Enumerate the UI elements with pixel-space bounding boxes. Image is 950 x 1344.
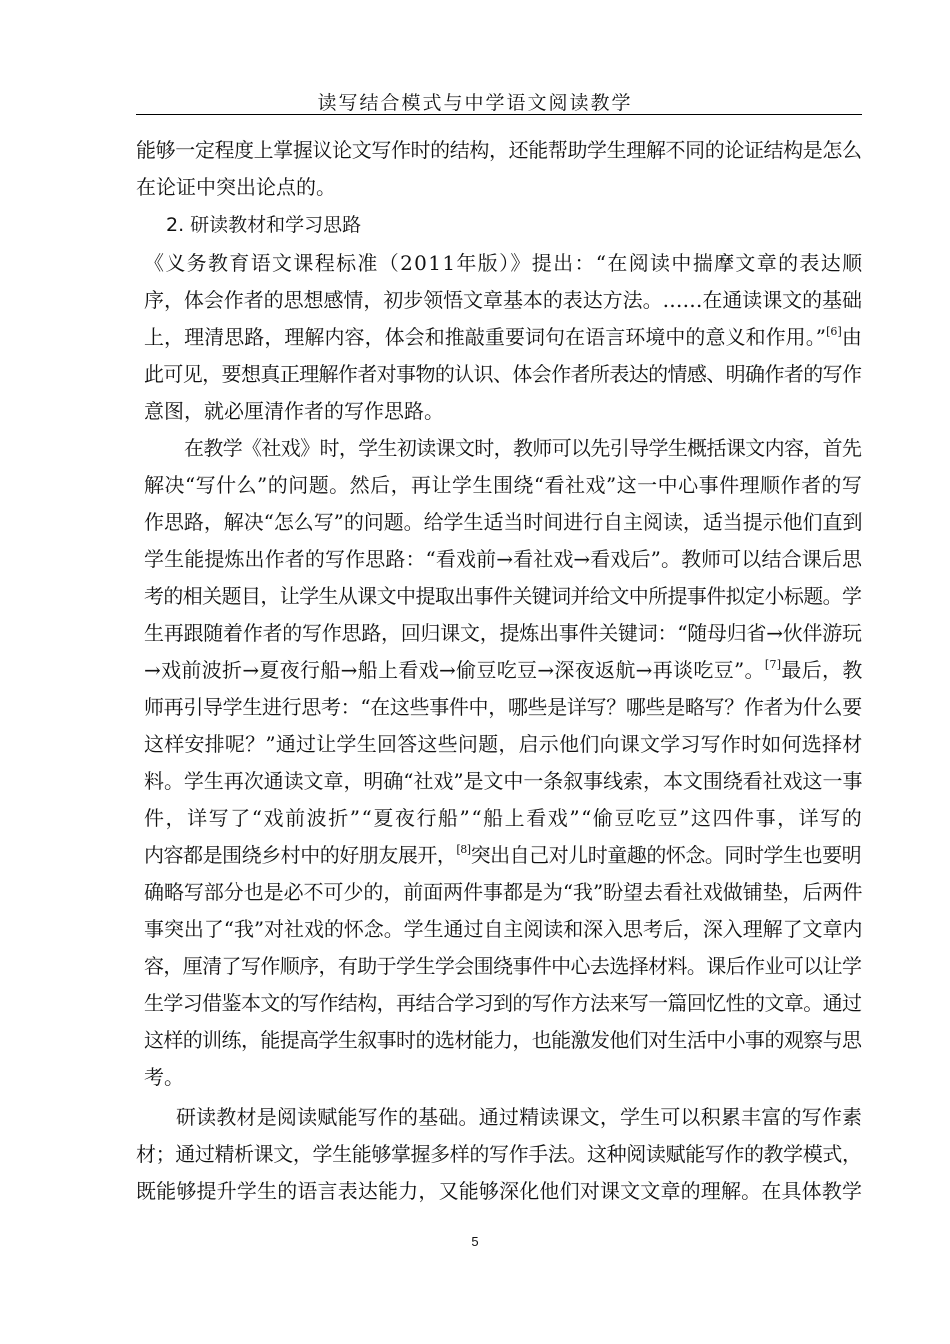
text-line: 这样安排呢？”通过让学生回答这些问题，启示他们向课文学习写作时如何选择材 (144, 732, 863, 756)
section-heading: 2. 研读教材和学习思路 (166, 214, 362, 236)
text-line: 师再引导学生进行思考：“在这些事件中，哪些是详写？哪些是略写？作者为什么要 (144, 695, 862, 719)
text-line: 考。 (144, 1065, 184, 1089)
citation-7: [7] (764, 658, 782, 671)
text-line: 解决“写什么”的问题。然后，再让学生围绕“看社戏”这一中心事件理顺作者的写 (144, 473, 863, 497)
text-line: →戏前波折→夏夜行船→船上看戏→偷豆吃豆→深夜返航→再谈吃豆”。[7]最后，教 (144, 658, 863, 682)
text-line: 确略写部分也是必不可少的，前面两件事都是为“我”盼望去看社戏做铺垫，后两件 (144, 880, 863, 904)
text-line: 上，理清思路，理解内容，体会和推敲重要词句在语言环境中的意义和作用。”[6]由 (144, 325, 862, 349)
citation-8: [8] (456, 843, 471, 856)
text-line: 件，详写了“戏前波折”“夏夜行船”“船上看戏”“偷豆吃豆”这四件事，详写的 (144, 806, 864, 830)
text-line: 学生能提炼出作者的写作思路：“看戏前→看社戏→看戏后”。教师可以结合课后思 (144, 547, 863, 571)
text-line: 生再跟随着作者的写作思路，回归课文，提炼出事件关键词：“随母归省→伙伴游玩 (144, 621, 862, 645)
text-line: 既能够提升学生的语言表达能力，又能够深化他们对课文文章的理解。在具体教学 (136, 1179, 863, 1203)
text-line: 在教学《社戏》时，学生初读课文时，教师可以先引导学生概括课文内容，首先 (184, 436, 862, 460)
text-line: 内容都是围绕乡村中的好朋友展开，[8]突出自己对儿时童趣的怀念。同时学生也要明 (144, 843, 862, 867)
text-line: 研读教材是阅读赋能写作的基础。通过精读课文，学生可以积累丰富的写作素 (176, 1105, 863, 1129)
text-line: 序，体会作者的思想感情，初步领悟文章基本的表达方法。……在通读课文的基础 (144, 288, 862, 312)
running-header-title: 读写结合模式与中学语文阅读教学 (317, 92, 633, 114)
text-line: 考的相关题目，让学生从课文中提取出事件关键词并给文中所提事件拟定小标题。学 (144, 584, 862, 608)
text-line: 此可见，要想真正理解作者对事物的认识、体会作者所表达的情感、明确作者的写作 (144, 362, 862, 386)
text-line: 生学习借鉴本文的写作结构，再结合学习到的写作方法来写一篇回忆性的文章。通过 (144, 991, 862, 1015)
text-line: 这样的训练，能提高学生叙事时的选材能力，也能激发他们对生活中小事的观察与思 (144, 1028, 862, 1052)
text-line: 事突出了“我”对社戏的怀念。学生通过自主阅读和深入思考后，深入理解了文章内 (144, 917, 863, 941)
text-line: 容，厘清了写作顺序，有助于学生学会围绕事件中心去选择材料。课后作业可以让学 (144, 954, 862, 978)
text-line: 作思路，解决“怎么写”的问题。给学生适当时间进行自主阅读，适当提示他们直到 (144, 510, 863, 534)
text-line: 能够一定程度上掌握议论文写作时的结构，还能帮助学生理解不同的论证结构是怎么 (136, 138, 862, 162)
page-number: 5 (471, 1234, 479, 1249)
text-line: 《义务教育语文课程标准（2011年版）》提出：“在阅读中揣摩文章的表达顺 (144, 251, 864, 275)
citation-6: [6] (826, 325, 842, 338)
text-line: 在论证中突出论点的。 (136, 175, 336, 199)
header-divider (136, 114, 862, 115)
text-line: 材；通过精析课文，学生能够掌握多样的写作手法。这种阅读赋能写作的教学模式， (136, 1142, 862, 1166)
text-line: 料。学生再次通读文章，明确“社戏”是文中一条叙事线索，本文围绕看社戏这一事 (144, 769, 863, 793)
text-line: 意图，就必厘清作者的写作思路。 (144, 399, 444, 423)
